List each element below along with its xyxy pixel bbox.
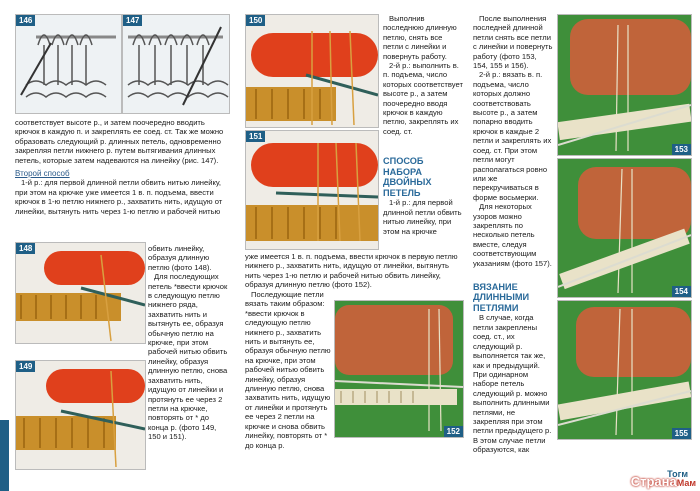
paragraph: соответствует высоте р., и затем поочередно вводить крючок в каждую п. и закреплять ее соед. ст. Так же можно образовать следующий р. длинных петель, одновременно закрепляя петли нижнего р. путем вытягивания длинных петель, которые затем надеваются на линейку (рис. 147). (15, 118, 224, 165)
col1-continued (148, 244, 230, 442)
photo-154-image (558, 159, 691, 297)
photo-number: 150 (246, 15, 265, 26)
section-heading: СПОСОБ НАБОРА ДВОЙНЫХ ПЕТЕЛЬ (383, 156, 432, 198)
photo-155-image (558, 301, 691, 439)
page-side-strip (0, 420, 9, 491)
paragraph: Для некоторых узоров можно закреплять по несколько петель вместе, следуя соответствующим указаниям (фото 157). (473, 202, 552, 268)
photo-153 (557, 14, 692, 156)
photo-number: 153 (672, 144, 691, 155)
paragraph: уже имеется 1 в. п. подъема, ввести крючок в первую петлю нижнего р., захватить нить, идущую от линейки, вытянуть нить через 1-ю петлю и рабочей нитью обвить линейку, образуя длинную петлю (фото 152). (245, 252, 458, 290)
photo-148 (15, 242, 146, 344)
paragraph: Для последующих петель *ввести крючок в следующую петлю нижнего ряда, захватить нить и вытянуть ее, образуя обычную петлю на крючке, при этом рабочей нитью обвить линейку, образуя длинную петлю, снова захватить нить, идущую от линейки и протянуть ее через 2 петли на крючке, повторять от * до конца р. (фото 149, 150 и 151). (148, 272, 228, 442)
photo-number: 146 (16, 15, 35, 26)
watermark (631, 474, 696, 489)
col2-wide-text (245, 252, 463, 290)
crochet-diagram-147 (123, 15, 229, 113)
photo-number: 149 (16, 361, 35, 372)
col2-right-text (383, 14, 463, 236)
photo-150 (245, 14, 379, 128)
photo-152 (334, 300, 464, 438)
photo-155 (557, 300, 692, 440)
photo-148-image (16, 243, 145, 343)
watermark-main: Страна (630, 474, 677, 489)
paragraph: 2-й р.: вязать в. п. подъема, число которых должно соответствовать высоте р., а затем попарно вводить крючок в каждые 2 петли и закреплять их соед. ст. При этом петли могут располагаться ровно или же перекручиваться в форме восьмерки. (473, 70, 552, 202)
paragraph: 1-й р.: для первой длинной петли обвить нитью линейку, при этом на крючке (383, 198, 462, 236)
col2-left-text (245, 290, 331, 450)
paragraph: В случае, когда петли закреплены соед. ст., их следующий р. выполняется так же, как и предыдущий. При одинарном наборе петель следующий р. можно выполнить длинными петлями, не закрепляя при этом петли предыдущего р. В этом случае петли образуются, как (473, 313, 552, 455)
photo-147 (122, 14, 230, 114)
section-heading: ВЯЗАНИЕ ДЛИННЫМИ ПЕТЛЯМИ (473, 281, 530, 313)
photo-151 (245, 130, 379, 250)
paragraph: обвить линейку, образуя длинную петлю (фото 148). (148, 244, 212, 272)
photo-number: 147 (123, 15, 142, 26)
paragraph: 2-й р.: выполнить в. п. подъема, число которых соответствует высоте р., а затем поочередно вводя крючок в каждую петлю, закреплять их соед. ст. (383, 61, 463, 136)
photo-150-image (246, 15, 378, 127)
photo-number: 148 (16, 243, 35, 254)
crochet-diagram-146 (16, 15, 121, 113)
photo-152-image (335, 301, 463, 437)
col1-intro (15, 118, 229, 216)
photo-149-image (16, 361, 145, 469)
photo-151-image (246, 131, 378, 249)
continue-word: Тогм (667, 469, 688, 479)
photo-number: 151 (246, 131, 265, 142)
paragraph: 1-й р.: для первой длинной петли обвить нитью линейку, при этом на крючке уже имеется 1 в. п. подъема, ввести крючок в 1-ю петлю нижнего р., захватить нить, идущую от линейки, вытянуть нить через 1-ю петлю и рабочей нитью (15, 178, 223, 216)
photo-number: 155 (672, 428, 691, 439)
paragraph: После выполнения последней длинной петли снять все петли с линейки и повернуть работу (фото 153, 154, 155 и 156). (473, 14, 553, 71)
photo-154 (557, 158, 692, 298)
photo-number: 152 (444, 426, 463, 437)
paragraph: Последующие петли вязать таким образом: *ввести крючок в следующую петлю нижнего р., захватить нить и вытянуть ее, образуя обычную петлю на крючке, при этом рабочей нитью обвить линейку, образуя длинную петлю, снова захватить нить, идущую от линейки и протянуть ее через 2 петли на крючке и снова обвить линейку, повторять от * до конца р. (245, 290, 331, 450)
paragraph: Выполнив последнюю длинную петлю, снять все петли с линейки и повернуть работу. (383, 14, 457, 61)
photo-153-image (558, 15, 691, 155)
watermark-suffix: Мам (676, 478, 696, 488)
col3-text (473, 14, 553, 455)
photo-149 (15, 360, 146, 470)
photo-number: 154 (672, 286, 691, 297)
photo-146 (15, 14, 122, 114)
subheading: Второй способ (15, 169, 70, 179)
